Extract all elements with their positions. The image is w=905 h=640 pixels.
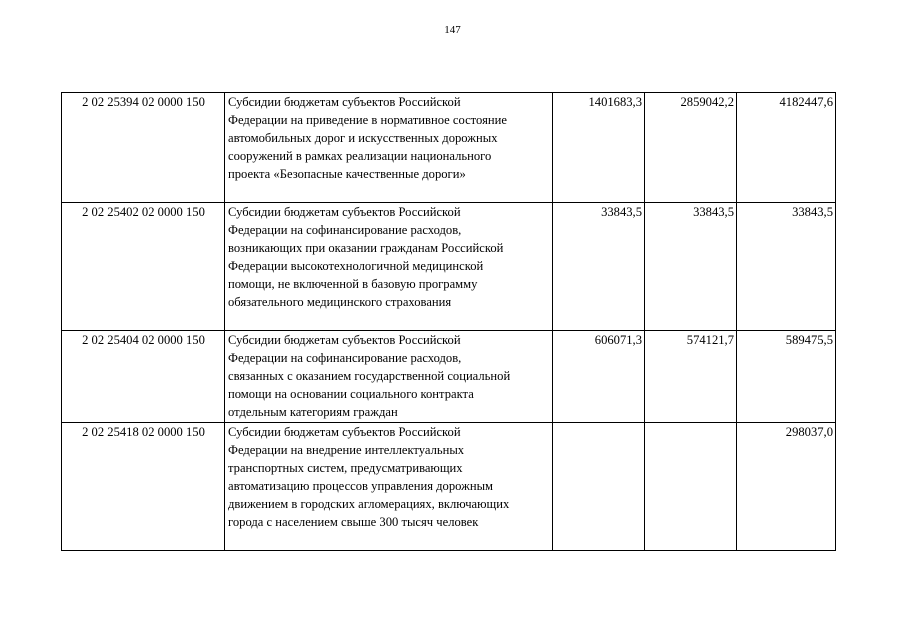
- value-year-2: 2859042,2: [645, 93, 737, 203]
- description-line: Субсидии бюджетам субъектов Российской: [228, 95, 461, 109]
- value-year-2: [645, 423, 737, 551]
- description-line: помощи, не включенной в базовую программу: [228, 277, 478, 291]
- value-year-3: 589475,5: [737, 331, 836, 423]
- table-row: [62, 93, 836, 203]
- value-year-1: 606071,3: [553, 331, 645, 423]
- row-description: [225, 93, 553, 203]
- value-year-1: [553, 423, 645, 551]
- description-line: помощи на основании социального контракта: [228, 387, 474, 401]
- description-line: сооружений в рамках реализации национального: [228, 149, 492, 163]
- row-description: [225, 203, 553, 331]
- budget-code: 2 02 25404 02 0000 150: [62, 331, 225, 423]
- budget-code: 2 02 25394 02 0000 150: [62, 93, 225, 203]
- description-line: Субсидии бюджетам субъектов Российской: [228, 205, 461, 219]
- description-line: обязательного медицинского страхования: [228, 295, 452, 309]
- description-line: Субсидии бюджетам субъектов Российской: [228, 333, 461, 347]
- description-line: города с населением свыше 300 тысяч человек: [228, 515, 479, 529]
- budget-table: [61, 92, 836, 551]
- row-description: [225, 423, 553, 551]
- description-line: автомобильных дорог и искусственных дорожных: [228, 131, 498, 145]
- budget-code: 2 02 25402 02 0000 150: [62, 203, 225, 331]
- row-description: [225, 331, 553, 423]
- description-line: автоматизацию процессов управления дорожным: [228, 479, 494, 493]
- table-row: [62, 423, 836, 551]
- value-year-2: 574121,7: [645, 331, 737, 423]
- description-line: возникающих при оказании гражданам Российской: [228, 241, 504, 255]
- description-line: движением в городских агломерациях, включающих: [228, 497, 510, 511]
- description-line: проекта «Безопасные качественные дороги»: [228, 167, 466, 181]
- description-line: Федерации на внедрение интеллектуальных: [228, 443, 465, 457]
- value-year-3: 4182447,6: [737, 93, 836, 203]
- value-year-3: 298037,0: [737, 423, 836, 551]
- value-year-3: 33843,5: [737, 203, 836, 331]
- value-year-1: 33843,5: [553, 203, 645, 331]
- description-line: отдельным категориям граждан: [228, 405, 398, 419]
- table-row: [62, 203, 836, 331]
- table-row: [62, 331, 836, 423]
- description-line: Федерации высокотехнологичной медицинской: [228, 259, 484, 273]
- description-line: Федерации на софинансирование расходов,: [228, 223, 462, 237]
- page-number: 147: [444, 24, 461, 36]
- value-year-1: 1401683,3: [553, 93, 645, 203]
- description-line: Федерации на софинансирование расходов,: [228, 351, 462, 365]
- budget-code: 2 02 25418 02 0000 150: [62, 423, 225, 551]
- description-line: транспортных систем, предусматривающих: [228, 461, 463, 475]
- description-line: Субсидии бюджетам субъектов Российской: [228, 425, 461, 439]
- description-line: связанных с оказанием государственной социальной: [228, 369, 511, 383]
- description-line: Федерации на приведение в нормативное состояние: [228, 113, 507, 127]
- value-year-2: 33843,5: [645, 203, 737, 331]
